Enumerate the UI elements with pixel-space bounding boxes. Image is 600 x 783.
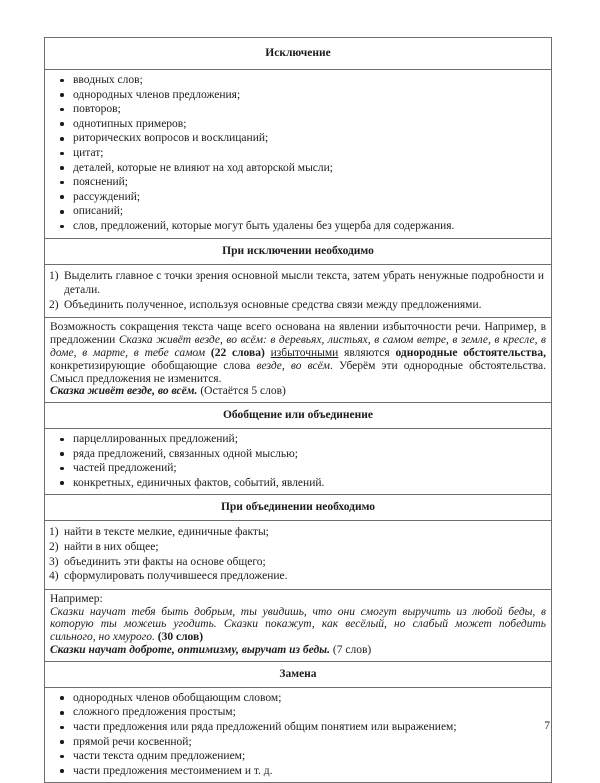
bullet-item-label: цитат; <box>73 146 104 159</box>
bullet-item <box>59 764 543 779</box>
section-header-label: Замена <box>279 667 317 680</box>
bullet-icon <box>60 225 64 229</box>
bullet-item-label: части предложения или ряда предложений общим понятием или выражением; <box>73 721 457 734</box>
bullet-item-label: рассуждений; <box>73 190 141 203</box>
text-segment: Сказки научат доброте, оптимизму, выручат из беды. <box>50 644 331 657</box>
table-row-header <box>45 402 551 428</box>
text-segment: избыточными <box>270 346 339 359</box>
bullet-icon <box>60 696 64 700</box>
bullet-item <box>59 447 543 462</box>
numbered-item-label: найти в тексте мелкие, единичные факты; <box>64 526 269 539</box>
bullet-item-label: однотипных примеров; <box>73 117 187 130</box>
numbered-item <box>49 525 544 540</box>
bullet-item <box>59 691 543 706</box>
bullet-icon <box>60 137 64 141</box>
bullet-item <box>59 102 543 117</box>
paragraph <box>50 606 546 644</box>
bullet-item-label: однородных членов предложения; <box>73 88 241 101</box>
numbered-item <box>49 555 544 570</box>
text-segment: . Уберём эти однородные обстоятельства. Смысл предложения не изменится. <box>50 359 547 385</box>
bullet-icon <box>60 108 64 112</box>
table-row-bullets <box>45 687 551 783</box>
bullet-icon <box>60 467 64 471</box>
text-segment: являются <box>338 346 396 359</box>
text-segment: Возможность сокращения текста чаще всего основана на явлении избыточности речи. Например, в предложении <box>50 321 546 347</box>
bullet-icon <box>60 452 64 456</box>
bullet-item <box>59 720 543 735</box>
bullet-item <box>59 705 543 720</box>
page-number: 7 <box>544 720 550 732</box>
numbered-item <box>49 269 544 298</box>
section-header-label: При исключении необходимо <box>222 244 374 257</box>
paragraph <box>50 321 546 385</box>
bullet-icon <box>60 210 64 214</box>
bullet-icon <box>60 755 64 759</box>
text-segment: Сказка живёт везде, во всём: в деревьях, листьях, в самом ветре, в земле, в кресле, в доме, в марте, в тебе самом <box>50 334 546 359</box>
bullet-item-label: повторов; <box>73 103 121 116</box>
bullet-item <box>59 175 543 190</box>
bullet-item <box>59 461 543 476</box>
bullet-icon <box>60 726 64 730</box>
bullet-item-label: риторических вопросов и восклицаний; <box>73 132 269 145</box>
bullet-item <box>59 161 543 176</box>
table-row-rich <box>45 589 551 661</box>
section-header-label: Исключение <box>265 47 331 59</box>
bullet-item <box>59 88 543 103</box>
bullet-icon <box>60 195 64 199</box>
bullet-item <box>59 131 543 146</box>
text-compression-methods-table <box>44 37 552 783</box>
bullet-item <box>59 749 543 764</box>
bullet-item <box>59 204 543 219</box>
bullet-item-label: вводных слов; <box>73 74 143 86</box>
item-number: 2) <box>49 298 59 311</box>
numbered-item <box>49 540 544 555</box>
table-row-bullets <box>45 428 551 494</box>
bullet-item-label: сложного предложения простым; <box>73 706 236 719</box>
bullet-item <box>59 432 543 447</box>
bullet-item-label: парцеллированных предложений; <box>73 433 238 446</box>
text-segment: Например: <box>50 592 103 605</box>
bullet-item-label: пояснений; <box>73 176 128 189</box>
text-segment: Сказка живёт везде, во всём. <box>50 385 198 398</box>
bullet-icon <box>60 79 64 83</box>
table-row-numbered <box>45 264 551 318</box>
numbered-item-label: найти в них общее; <box>64 541 159 554</box>
item-number: 1) <box>49 269 59 282</box>
item-number: 2) <box>49 541 59 554</box>
numbered-item-label: сформулировать получившееся предложение. <box>64 570 288 583</box>
bullet-item-label: прямой речи косвенной; <box>73 735 192 748</box>
table-row-rich <box>45 317 551 402</box>
bullet-item <box>59 117 543 132</box>
bullet-icon <box>60 152 64 156</box>
text-segment: (Остаётся 5 слов) <box>197 385 286 398</box>
bullet-icon <box>60 438 64 442</box>
bullet-icon <box>60 181 64 185</box>
bullet-item-label: части предложения местоимением и т. д. <box>73 764 273 777</box>
table-row-numbered <box>45 520 551 588</box>
text-segment: однородные обстоятельства, <box>395 346 546 359</box>
text-segment: (30 слов) <box>157 631 204 644</box>
text-segment: везде, во всём <box>256 359 331 372</box>
bullet-item <box>59 146 543 161</box>
item-number: 4) <box>49 570 59 583</box>
section-header-label: Обобщение или объединение <box>222 409 374 422</box>
bullet-item <box>59 476 543 491</box>
text-segment: (7 слов) <box>330 644 372 657</box>
bullet-item <box>59 190 543 205</box>
paragraph <box>50 593 546 606</box>
bullet-item <box>59 73 543 88</box>
text-segment: (22 слова) <box>210 346 265 359</box>
numbered-item-label: Объединить полученное, используя основные средства связи между предложениями. <box>64 298 482 311</box>
numbered-item-label: Выделить главное с точки зрения основной мысли текста, затем убрать ненужные подробности и детали. <box>64 269 544 297</box>
bullet-item-label: частей предложений; <box>73 462 177 475</box>
bullet-icon <box>60 711 64 715</box>
item-number: 3) <box>49 555 59 568</box>
bullet-icon <box>60 166 64 170</box>
bullet-icon <box>60 769 64 773</box>
numbered-item <box>49 569 544 584</box>
paragraph <box>50 385 546 398</box>
bullet-icon <box>60 93 64 97</box>
bullet-item <box>59 735 543 750</box>
bullet-icon <box>60 740 64 744</box>
table-row-header <box>45 38 551 69</box>
bullet-item-label: деталей, которые не влияют на ход авторской мысли; <box>73 161 333 174</box>
bullet-item-label: части текста одним предложением; <box>73 750 246 763</box>
bullet-item-label: слов, предложений, которые могут быть удалены без ущерба для содержания. <box>73 219 455 232</box>
text-segment: Сказки научат тебя быть добрым, ты увидишь, что они смогут выручить из любой беды, в которую ты можешь угодить. Сказки покажут, как весёлый, но слабый может победить сильного, но хмурого. <box>50 605 546 644</box>
bullet-icon <box>60 122 64 126</box>
paragraph <box>50 644 546 657</box>
bullet-icon <box>60 481 64 485</box>
bullet-item-label: ряда предложений, связанных одной мыслью; <box>73 447 298 460</box>
table-row-header <box>45 494 551 520</box>
bullet-item <box>59 219 543 234</box>
bullet-item-label: описаний; <box>73 205 124 218</box>
numbered-item <box>49 298 544 313</box>
numbered-item-label: объединить эти факты на основе общего; <box>64 555 266 568</box>
table-row-header <box>45 238 551 264</box>
table-row-header <box>45 661 551 687</box>
text-segment: конкретизирующие обобщающие слова <box>50 359 257 372</box>
section-header-label: При объединении необходимо <box>220 501 376 514</box>
table-row-bullets <box>45 69 551 238</box>
bullet-item-label: конкретных, единичных фактов, событий, явлений. <box>73 476 325 489</box>
bullet-item-label: однородных членов обобщающим словом; <box>73 691 282 704</box>
item-number: 1) <box>49 526 59 539</box>
